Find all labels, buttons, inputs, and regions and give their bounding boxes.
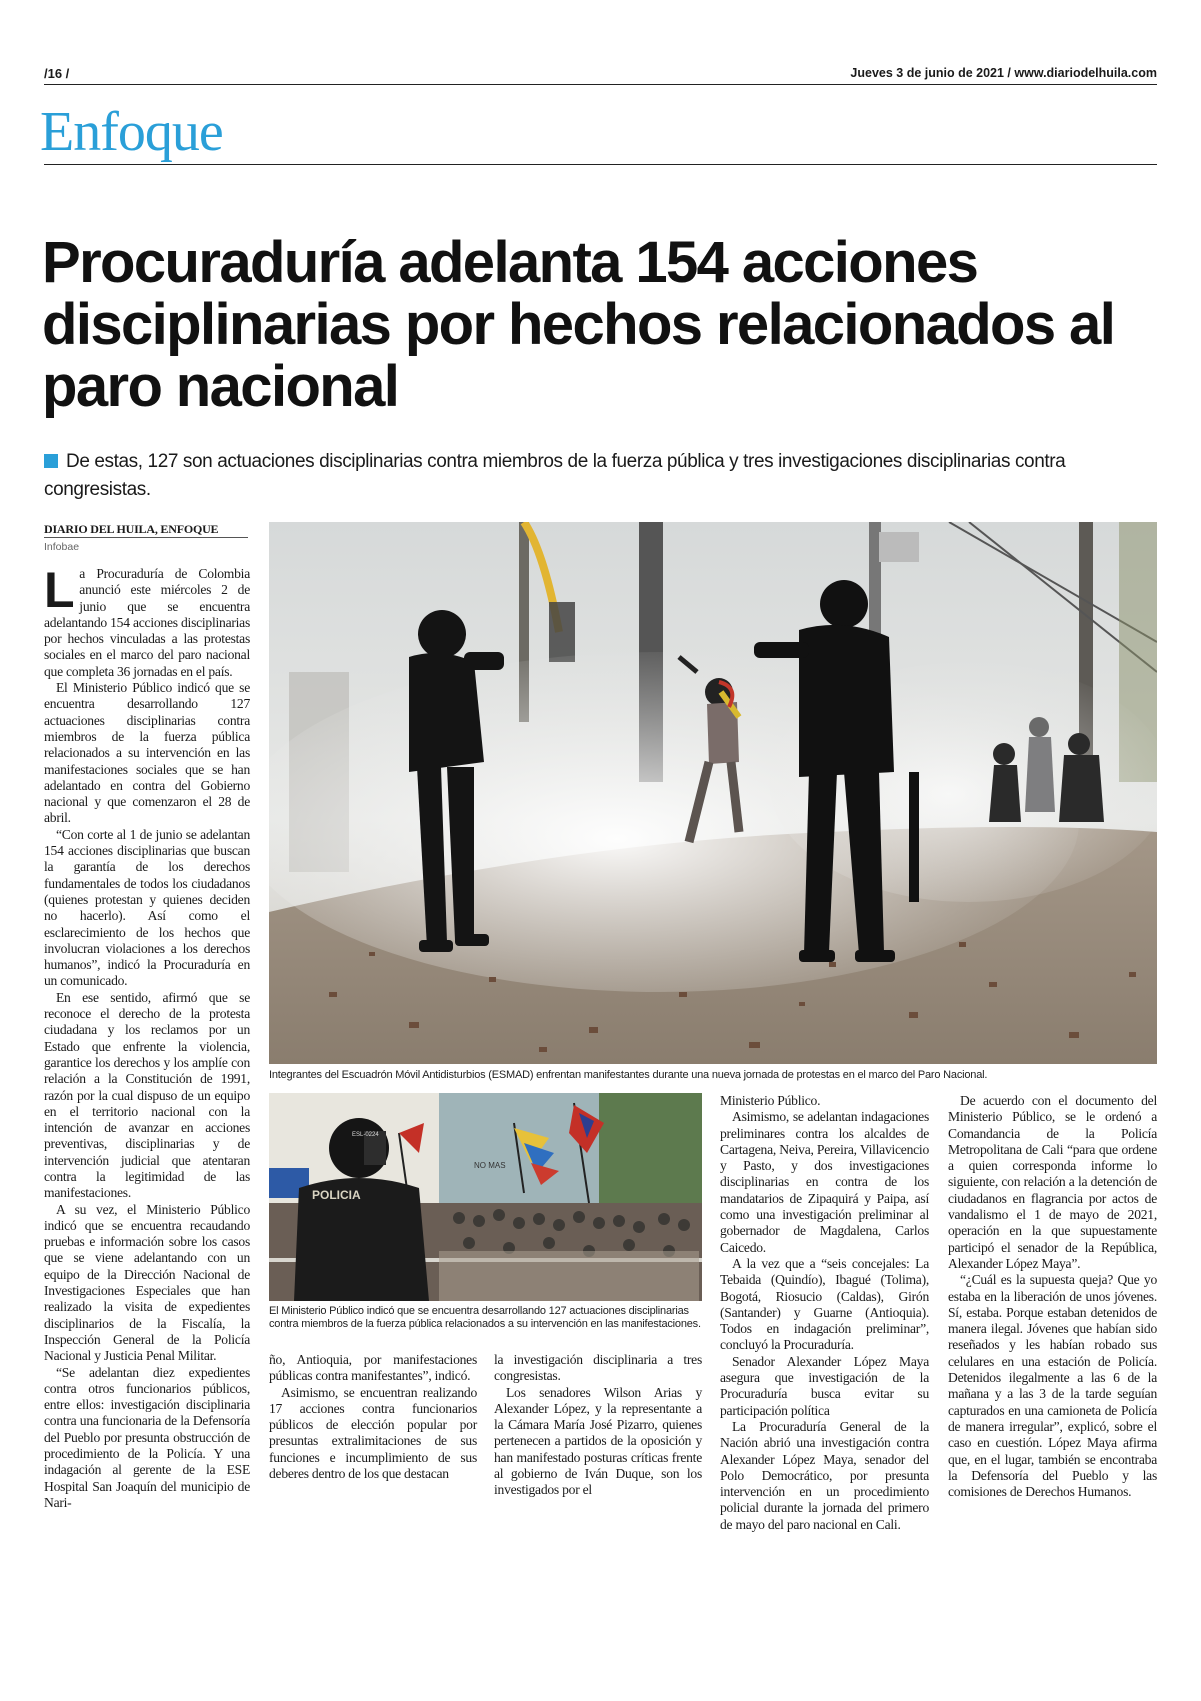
helmet-number: ESL-0224: [352, 1132, 379, 1138]
byline-rule: [44, 537, 248, 538]
section-rule: [44, 164, 1157, 165]
second-photo: [269, 1093, 702, 1301]
header-rule: [44, 84, 1157, 85]
paragraph: Los senadores Wilson Arias y Alexander López, y la representante a la Cámara María José Pizarro, quienes pertenecen a partidos de la oposición y han manifestado posturas críticas frente al gobierno de Iván Duque, son los investigados por el: [494, 1384, 702, 1498]
article-column-5: [948, 1093, 1157, 1500]
second-photo-caption: El Ministerio Público indicó que se encuentra desarrollando 127 actuaciones disciplinarias contra miembros de la fuerza pública relacionados a su intervención en las manifestaciones.: [269, 1305, 701, 1330]
paragraph: la investigación disciplinaria a tres congresistas.: [494, 1352, 702, 1384]
source: Infobae: [44, 541, 80, 553]
paragraph-text: a Procuraduría de Colombia anunció este miércoles 2 de junio que se encuentra adelantando 154 acciones disciplinarias por hechos vinculadas a las protestas sociales en el marco del paro nacional que completa 36 jornadas en el país.: [44, 566, 250, 679]
headline: Procuraduría adelanta 154 acciones disciplinarias por hechos relacionados al paro nacional: [42, 230, 1115, 419]
paragraph: Asimismo, se adelantan indagaciones preliminares contra los alcaldes de Cartagena, Neiva, Pereira, Villavicencio y Pasto, y dos investigaciones disciplinarias en contra de los mandatarios de Zipaquirá y Paipa, así como una investigación preliminar al gobernador de Magdalena, Carlos Caicedo.: [720, 1109, 929, 1255]
byline: DIARIO DEL HUILA, ENFOQUE: [44, 522, 219, 536]
article-column-4: [720, 1093, 929, 1533]
article-column-1: [44, 562, 250, 1511]
page-number: /16 /: [44, 66, 70, 81]
paragraph: ño, Antioquia, por manifestaciones públicas contra manifestantes”, indicó.: [269, 1352, 477, 1384]
police-and-crowd-illustration: [269, 1093, 702, 1301]
section-title: Enfoque: [40, 101, 223, 163]
paragraph: “¿Cuál es la supuesta queja? Que yo estaba en la liberación de unos jóvenes. Sí, estaba. Porque estaban detenidos de manera ilegal. Jóvenes que habían sido reseñados y les habían robado sus celulares en una estación de Policía. Detenidos ilegalmente a las 6 de la mañana y a las 3 de la tarde seguían capturados en una camioneta de Policía de manera irregular”, explicó, sobre el caso en cuestión. López Maya afirma que, en el lugar, también se encontraba la Defensoría del Pueblo y las comisiones de Derechos Humanos.: [948, 1272, 1157, 1500]
paragraph: De acuerdo con el documento del Ministerio Público, se le ordenó a Comandancia de la Policía Metropolitana de Cali “para que ordene a quien corresponda informe lo siguiente, con relación a la detención de ciudadanos en flagrancia por actos de vandalismo el 1 de mayo de 2021, operación en la que supuestamente participó el senador de la República, Alexander López Maya”.: [948, 1093, 1157, 1271]
paragraph: Ministerio Público.: [720, 1093, 821, 1108]
date-and-website: Jueves 3 de junio de 2021 / www.diariodelhuila.com: [850, 66, 1157, 80]
paragraph: “Con corte al 1 de junio se adelantan 154 acciones disciplinarias que buscan la garantía de los derechos fundamentales de todos los ciudadanos (quienes protestan y quienes deciden no hacerlo). Así como el esclarecimiento de los hechos que involucran violaciones a los derechos humanos”, indicó la Procuraduría en un comunicado.: [44, 826, 250, 989]
deck: [44, 448, 1154, 504]
paragraph: La Procuraduría General de la Nación abrió una investigación contra Alexander López Maya, senador del Polo Democrático, por presunta intervención en un procedimiento policial durante la jornada del primero de mayo del paro nacional en Cali.: [720, 1418, 929, 1532]
deck-text: De estas, 127 son actuaciones disciplinarias contra miembros de la fuerza pública y tres investigaciones disciplinarias contra congresistas.: [44, 451, 1066, 500]
paragraph: En ese sentido, afirmó que se reconoce el derecho de la protesta ciudadana y los reclamos por un Estado que enfrente la violencia, garantice los derechos y los amplíe con relación a la Constitución de 1991, razón por la cual dispuso de un equipo en el territorio nacional con la intención de avanzar en acciones preventivas, disciplinarias y de intervención judicial que atentaran contra la legitimidad de las manifestaciones.: [44, 989, 250, 1201]
article-column-2: [269, 1352, 477, 1482]
vest-label: POLICIA: [312, 1188, 361, 1202]
paragraph: A la vez que a “seis concejales: La Tebaida (Quindío), Ibagué (Tolima), Bogotá, Riosucio (Caldas), Girón (Santander) y Guarne (Antioquia). Todos en indagación preliminar”, concluyó la Procuraduría.: [720, 1255, 929, 1353]
protest-sign: NO MAS: [474, 1161, 506, 1170]
article-column-3: [494, 1352, 702, 1499]
deck-square-icon: [44, 454, 58, 468]
paragraph: [44, 562, 250, 680]
paragraph: Asimismo, se encuentran realizando 17 acciones contra funcionarios públicos de elección popular por presuntas extralimitaciones de sus funciones e incumplimiento de sus deberes dentro de los que destacan: [269, 1384, 477, 1482]
drop-cap: L: [44, 562, 75, 618]
paragraph: A su vez, el Ministerio Público indicó que se encuentra recaudando pruebas e información sobre los casos que se viene adelantando con un equipo de la Dirección Nacional de Investigaciones Especiales que han realizado la visita de expedientes disciplinarios de la Fiscalía, la Inspección General de la Policía Nacional y Justicia Penal Militar.: [44, 1201, 250, 1364]
subheading: Senador Alexander López Maya asegura que investigación de la Procuraduría busca evitar su participación política: [720, 1353, 929, 1418]
paragraph: El Ministerio Público indicó que se encuentra desarrollando 127 actuaciones disciplinarias contra miembros de la fuerza pública relacionados a su intervención en las manifestaciones sociales que se han adelantado en contra del Gobierno nacional y que comenzaron el 28 de abril.: [44, 680, 250, 826]
protest-scene-illustration: [269, 522, 1157, 1064]
main-photo: [269, 522, 1157, 1064]
main-photo-caption: Integrantes del Escuadrón Móvil Antidisturbios (ESMAD) enfrentan manifestantes durante una nueva jornada de protestas en el marco del Paro Nacional.: [269, 1069, 988, 1081]
paragraph: “Se adelantan diez expedientes contra otros funcionarios públicos, entre ellos: investigación disciplinaria contra una funcionaria de la Defensoría del Pueblo por presunta obstrucción de procedimiento de la Policía. Y una indagación al gerente de la ESE Hospital San Joaquín del municipio de Nari-: [44, 1364, 250, 1510]
